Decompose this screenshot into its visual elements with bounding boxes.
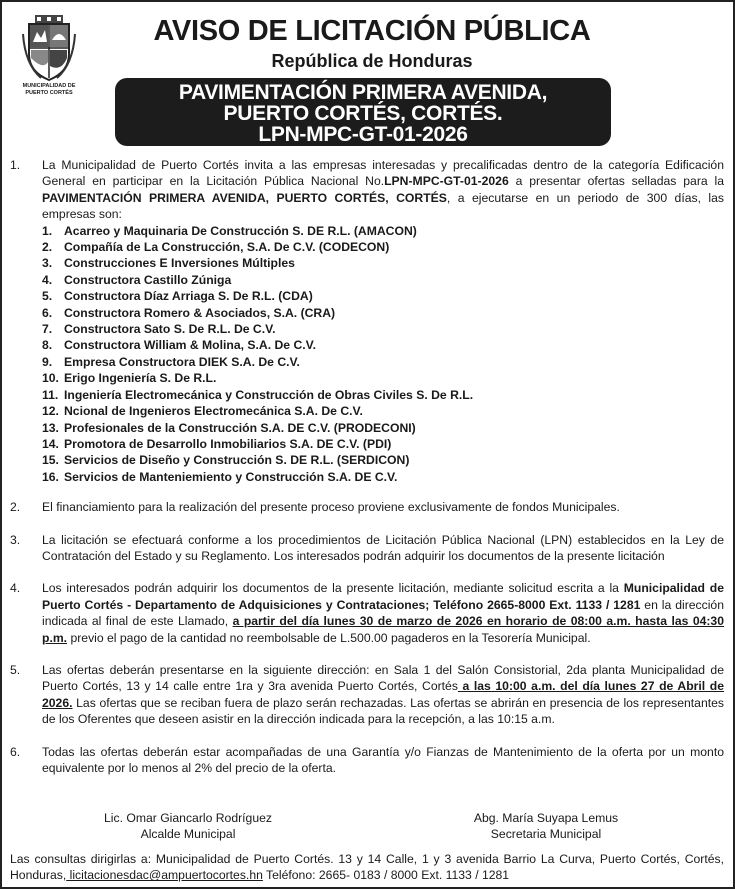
clause-number: 4. [10,581,21,596]
clause-number: 2. [10,500,21,515]
firm-name: Construcciones E Inversiones Múltiples [64,256,295,271]
banner-line-1: PAVIMENTACIÓN PRIMERA AVENIDA, [178,81,548,104]
clause-number: 5. [10,662,21,677]
firm-list-item [42,337,724,353]
firm-name: Constructora William & Molina, S.A. De C.V. [64,338,317,353]
clause-number: 6. [10,744,21,759]
clause-text: Todas las ofertas deberán estar acompañadas de una Garantía y/o Fianzas de Mantenimiento de la oferta por un monto equivalente por lo menos al 2% del precio de la oferta. [42,744,724,775]
firm-number: 2. [42,240,53,255]
signature-mayor [68,810,308,842]
tender-code: LPN-MPC-GT-01-2026 [384,174,509,189]
firm-number: 10. [42,371,59,386]
firm-number: 5. [42,289,53,304]
submission-deadline: a las 10:00 a.m. del día lunes 27 de Abril de 2026. [42,679,724,710]
clause-6 [10,744,724,777]
crest-caption-line2: PUERTO CORTÉS [25,90,73,96]
project-name: PAVIMENTACIÓN PRIMERA AVENIDA, PUERTO CORTÉS, CORTÉS [42,190,447,205]
clause-text: a presentar ofertas selladas para la [508,174,724,189]
clause-text: La Municipalidad de Puerto Cortés invita a las empresas interesadas y precalificadas dentro de la categoría Edificación General en participar en la Licitación Pública Nacional No. [42,158,724,189]
notice-subtitle: República de Honduras [271,51,473,71]
clause-1 [10,157,724,485]
contact-email-link[interactable]: licitacionesdac@ampuertocortes.hn [66,868,263,883]
contact-footer [10,851,724,884]
clause-text: La licitación se efectuará conforme a los procedimientos de Licitación Pública Nacional (LPN) establecidos en la Ley de Contratación del Estado y su Reglamento. Los interesados podrán adquirir los documentos de la presente licitación [42,532,724,563]
firm-list-item [42,272,724,288]
firm-name: Ingeniería Electromecánica y Construcción de Obras Civiles S. De R.L. [64,387,474,402]
firm-list [42,223,724,486]
clause-5 [10,662,724,728]
contact-office: Municipalidad de Puerto Cortés - Departamento de Adquisiciones y Contrataciones; Teléfono 2665-8000 Ext. 1133 / 1281 [42,581,724,612]
crest-shield-icon [21,14,77,82]
firm-list-item [42,436,724,452]
footer-text: Las consultas dirigirlas a: Municipalidad de Puerto Cortés. 13 y 14 Calle, 1 y 3 avenida Barrio La Curva, Puerto Cortés, Cortés, Honduras, [10,852,724,883]
municipal-crest [11,14,87,96]
clause-text: en la dirección indicada al final de este Llamado, [42,597,724,629]
clause-3 [10,532,724,565]
signer-title: Alcalde Municipal [140,827,236,841]
firm-number: 6. [42,305,53,320]
firm-number: 1. [42,223,53,238]
notice-title: AVISO DE LICITACIÓN PÚBLICA [153,15,591,47]
firm-list-item [42,452,724,468]
banner-line-3: LPN-MPC-GT-01-2026 [258,123,468,146]
clause-number: 1. [10,158,21,172]
firm-name: Empresa Constructora DIEK S.A. De C.V. [64,354,300,369]
crest-caption-line1: MUNICIPALIDAD DE [22,83,76,89]
clause-text: Las ofertas que se reciban fuera de plazo serán rechazadas. Las ofertas se abrirán en presencia de los representantes de los Oferentes que deseen asistir en la dirección indicada para la recepción, a las 10:15 a.m. [42,695,724,727]
signer-name: Lic. Omar Giancarlo Rodríguez [104,811,272,825]
banner-line-2: PUERTO CORTÉS, CORTÉS. [223,102,503,125]
firm-name: Acarreo y Maquinaria De Construcción S. DE R.L. (AMACON) [64,223,417,238]
firm-name: Servicios de Manteniemiento y Construcción S.A. DE C.V. [64,469,398,484]
firm-number: 3. [42,256,53,271]
clause-4 [10,580,724,646]
firm-name: Compañía de La Construcción, S.A. De C.V. (CODECON) [64,240,390,255]
firm-name: Constructora Díaz Arriaga S. De R.L. (CDA) [64,289,313,304]
firm-list-item [42,321,724,337]
notice-body [10,157,724,790]
firm-name: Erigo Ingeniería S. De R.L. [64,371,217,386]
firm-list-item [42,239,724,255]
firm-name: Servicios de Diseño y Construcción S. DE R.L. (SERDICON) [64,453,410,468]
clause-text: previo el pago de la cantidad no reembolsable de L.500.00 pagaderos en la Tesorería Municipal. [67,630,591,645]
firm-list-item [42,223,724,239]
firm-list-item [42,255,724,271]
signer-name: Abg. María Suyapa Lemus [473,811,619,825]
signer-title: Secretaria Municipal [490,827,602,841]
project-banner [115,78,611,146]
firm-name: Profesionales de la Construcción S.A. DE C.V. (PRODECONI) [64,420,416,435]
firm-list-item [42,469,724,485]
firm-list-item [42,387,724,403]
firm-name: Ncional de Ingenieros Electromecánica S.A. De C.V. [64,404,363,419]
clause-number: 3. [10,532,21,547]
firm-name: Constructora Romero & Asociados, S.A. (CRA) [64,305,336,320]
firm-number: 13. [42,420,59,435]
firm-number: 16. [42,469,59,484]
clause-text: El financiamiento para la realización del presente proceso proviene exclusivamente de fondos Municipales. [42,500,620,515]
clause-text: Las ofertas deberán presentarse en la siguiente dirección: en Sala 1 del Salón Consistorial, 2da planta Municipalidad de Puerto Cortés, 13 y 14 calle entre 1ra y 3ra avenida Puerto Cortés, Cortés [42,662,724,694]
firm-name: Constructora Castillo Zúniga [64,272,232,287]
firm-number: 14. [42,436,59,451]
sale-schedule: a partir del día lunes 30 de marzo de 2026 en horario de 08:00 a.m. hasta las 04:30 p.m. [42,614,724,645]
firm-number: 12. [42,404,59,419]
footer-phone: Teléfono: 2665- 0183 / 8000 Ext. 1133 / 1281 [262,868,510,883]
firm-list-item [42,420,724,436]
clause-text: Los interesados podrán adquirir los documentos de la presente licitación, mediante solicitud escrita a la [42,581,624,596]
firm-list-item [42,305,724,321]
firm-number: 8. [42,338,53,353]
firm-number: 7. [42,322,53,337]
clause-2 [10,499,724,515]
firm-list-item [42,370,724,386]
firm-name: Constructora Sato S. De R.L. De C.V. [64,322,276,337]
firm-list-item [42,288,724,304]
firm-list-item [42,403,724,419]
firm-number: 11. [42,387,59,402]
firm-number: 4. [42,272,53,287]
signature-secretary [426,810,666,842]
firm-list-item [42,354,724,370]
firm-number: 9. [42,354,53,369]
clause-text: , a ejecutarse en un periodo de 300 días, las empresas son: [42,190,725,222]
firm-name: Promotora de Desarrollo Inmobiliarios S.A. DE C.V. (PDI) [64,436,392,451]
firm-number: 15. [42,453,59,468]
